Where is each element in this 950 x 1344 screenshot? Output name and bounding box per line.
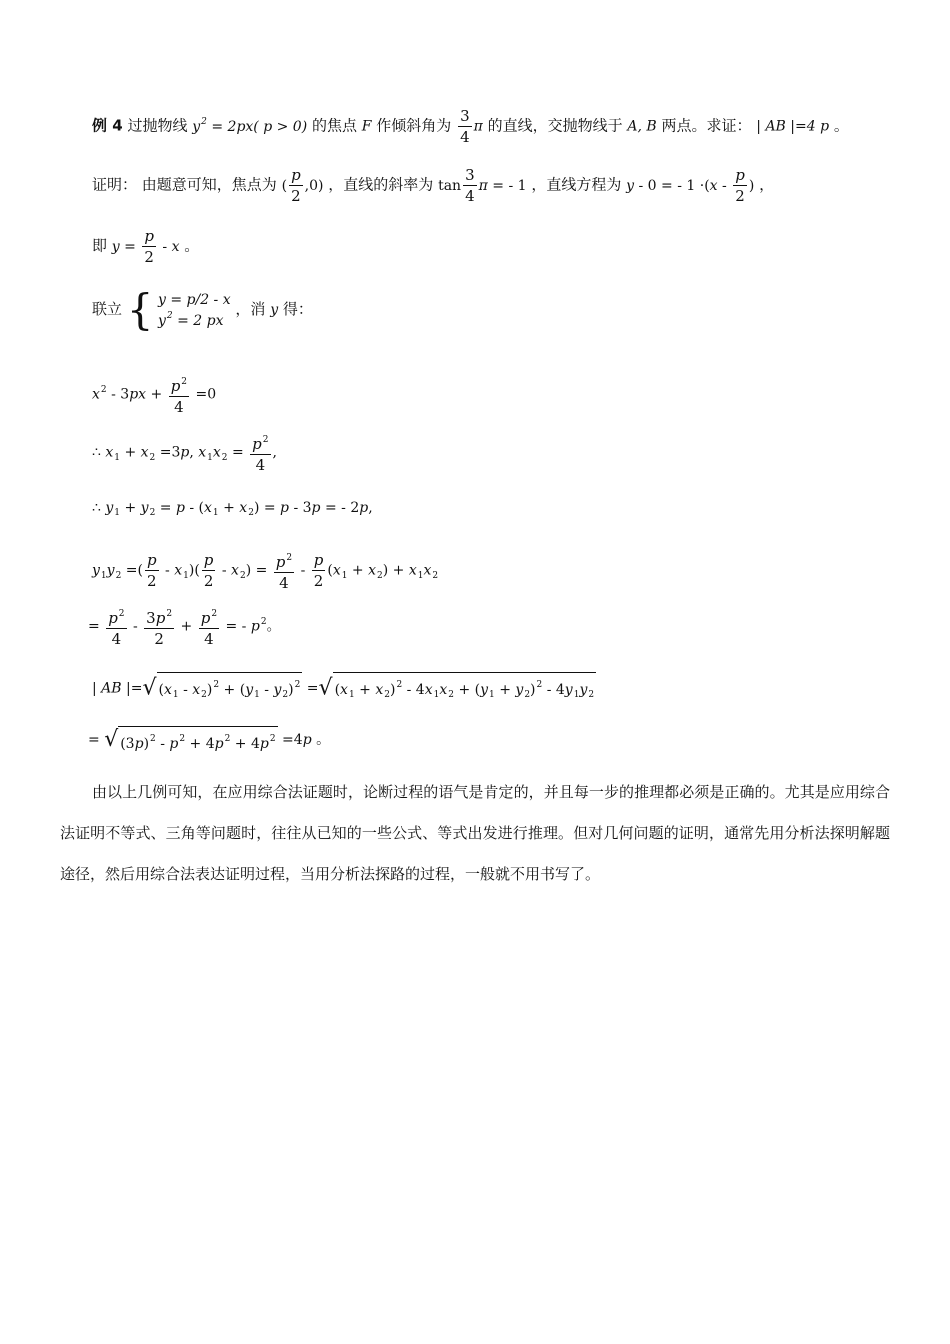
y-product-result: = $\frac{p^2}{4}$ - $\frac{3p^2}{2}$ + $\frac{p^2}{4}$ = - $p^2$。	[88, 604, 281, 649]
focus-coordinates: ( $\frac{p}{2}$ ,0)	[281, 166, 324, 205]
proof-line-1: 证明： 由题意可知，焦点为 ( $\frac{p}{2}$ ,0) ，直线的斜率为 tan $\frac{3}{4}$ π = - 1 ，直线方程为 y - 0 = - 1 ·(x - $\frac{p}{2}$ ) ，	[92, 166, 775, 205]
chord-length-result: = √ $(3p)^2 - p^2 + 4p^2 + 4p^2 =4p$ 。	[88, 727, 331, 752]
parabola-equation: $y^2 = 2px$( p > 0)	[192, 116, 308, 135]
claim-formula: | AB |=4 p	[756, 118, 830, 135]
y-product: $y_1y_2$ =( $\frac{p}{2}$ - $x_1$)( $\frac{p}{2}$ - $x_2$) = $\frac{p^2}{4}$ - $\frac{p}{2}$ $(x_1 + x_2) + x_1x_2$	[92, 548, 438, 593]
angle-fraction: $\frac{3}{4}$	[460, 107, 470, 146]
vieta-relations: ∴ $x_1 + x_2 =3p$, $x_1x_2$ = $\frac{p^2}{4}$ ,	[92, 430, 277, 475]
y-sum: ∴ $y_1 + y_2 = p - (x_1 + x_2) = p - 3p$ = - 2p,	[92, 500, 373, 518]
chord-length-formula: | AB |=√ $(x_1 - x_2)^2 + (y_1 - y_2)^2$ =√ $(x_1 + x_2)^2 - 4x_1x_2 + (y_1 + y_2)^2 - 4y_1y_2$	[92, 672, 596, 705]
conclusion-paragraph: 由以上几例可知，在应用综合法证题时，论断过程的语气是肯定的，并且每一步的推理都必须是正确的。尤其是应用综合法证明不等式、三角等问题时，往往从已知的一些公式、等式出发进行推理。但对几何问题的证明，通常先用分析法探明解题途径，然后用综合法表达证明过程，当用分析法探路的过程，一般就不用书写了。	[60, 783, 890, 883]
proof-label: 证明：	[92, 175, 138, 194]
line-equation: y - 0 = - 1 ·(x - $\frac{p}{2}$ )	[626, 166, 755, 205]
proof-line-3: 联立 { y = p/2 - x $y^2 = 2$ px ，消 y 得：	[92, 285, 313, 334]
focus-label: F	[361, 118, 372, 135]
line-equation-simplified: y = $\frac{p}{2}$ - x	[111, 227, 180, 266]
quadratic-equation: $x^2 - 3px$ + $\frac{p^2}{4}$ =0	[92, 372, 216, 417]
proof-line-2: 即 y = $\frac{p}{2}$ - x 。	[92, 227, 200, 266]
points-label: A, B	[627, 118, 657, 135]
equation-system: { y = p/2 - x $y^2 = 2$ px	[126, 285, 231, 334]
example-statement: 例 4 过抛物线 $y^2 = 2px$( p > 0) 的焦点 F 作倾斜角为 $\frac{3}{4}$ π 的直线，交抛物线于 A, B 两点。求证： | AB |=4 p 。	[92, 107, 849, 146]
slope-formula: tan $\frac{3}{4}$ π = - 1	[438, 166, 527, 205]
example-label: 例 4	[92, 116, 123, 135]
